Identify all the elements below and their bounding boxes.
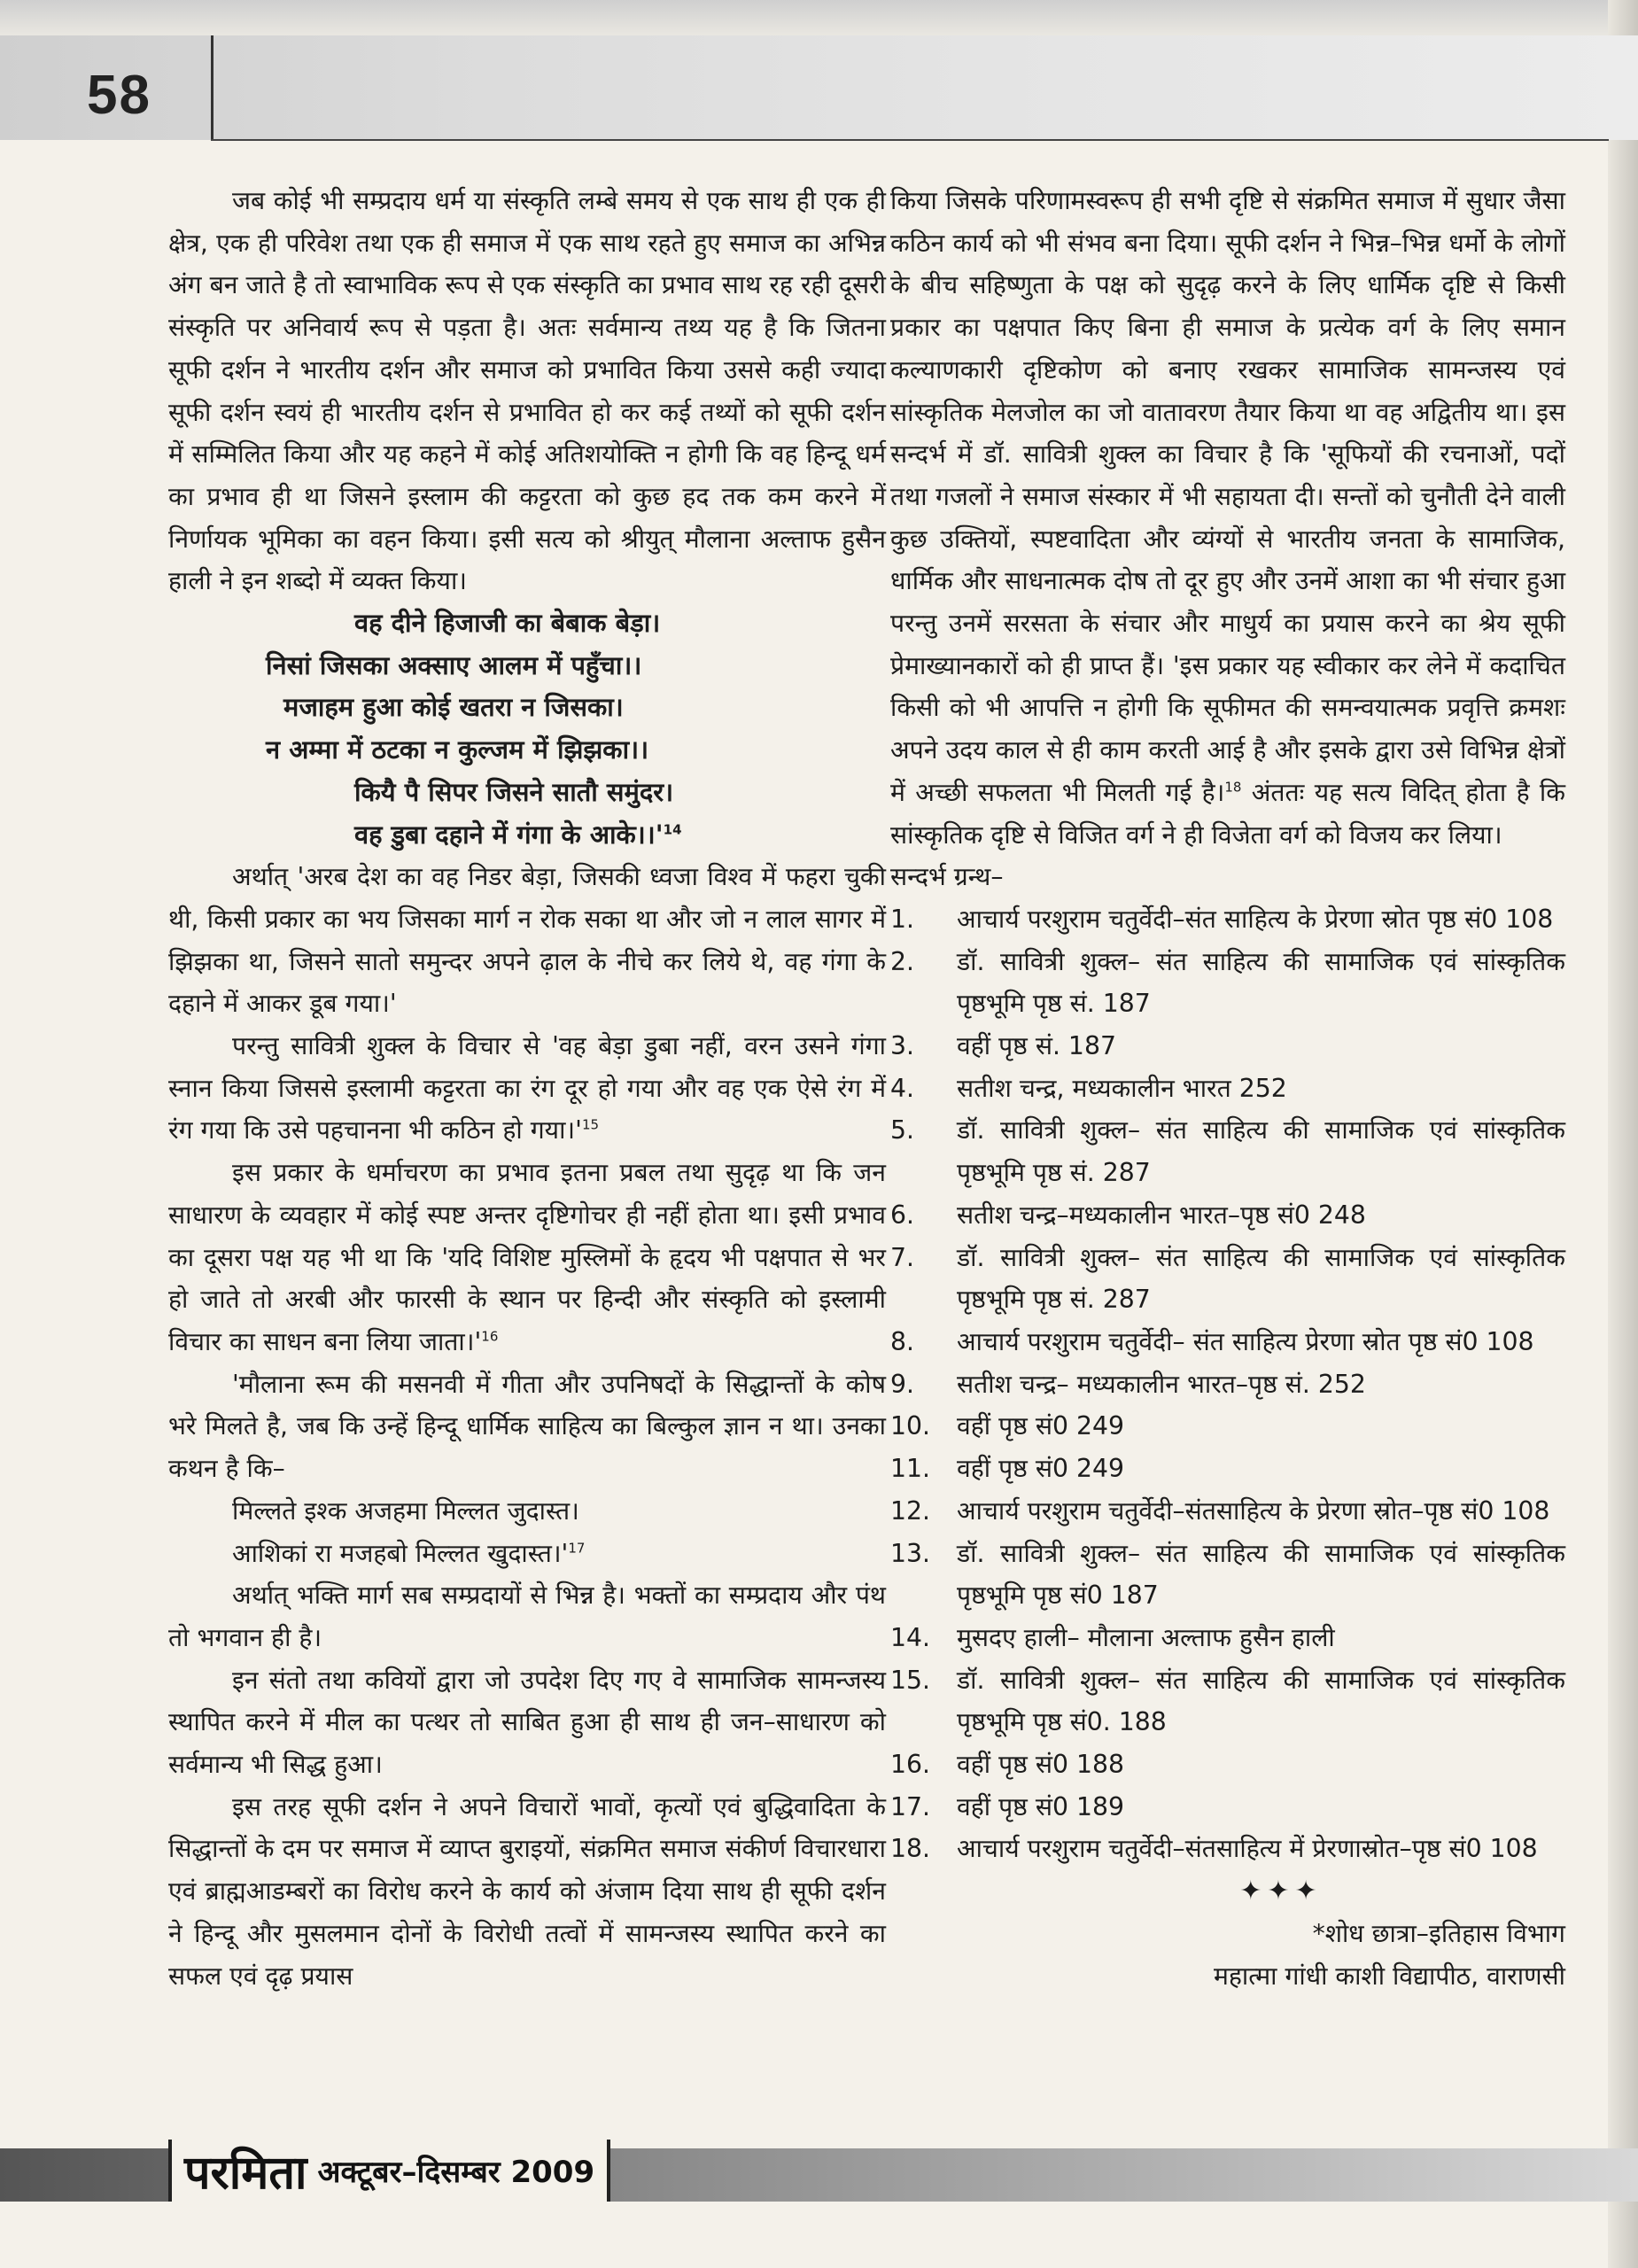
reference-item bbox=[890, 1405, 1565, 1448]
reference-text: डॉ. सावित्री शुक्ल– संत साहित्य की सामाजिक एवं सांस्कृतिक पृष्ठभूमि पृष्ठ सं0. 188 bbox=[957, 1665, 1565, 1737]
reference-text: सतीश चन्द्र– मध्यकालीन भारत–पृष्ठ सं. 252 bbox=[957, 1369, 1366, 1399]
reference-number: 4. bbox=[890, 1073, 914, 1103]
reference-text: वहीं पृष्ठ सं0 189 bbox=[957, 1791, 1124, 1821]
reference-text: सतीश चन्द्र–मध्यकालीन भारत–पृष्ठ सं0 248 bbox=[957, 1200, 1366, 1230]
author-institution: महात्मा गांधी काशी विद्यापीठ, वाराणसी bbox=[1213, 1961, 1565, 1991]
verse-line: वह दीने हिजाजी का बेबाक बेड़ा। bbox=[354, 608, 661, 639]
paragraph-text: किया जिसके परिणामस्वरूप ही सभी दृष्टि से संक्रमित समाज में सुधार जैसा कठिन कार्य को भी संभव बना दिया। सूफी दर्शन ने भिन्न–भिन्न धर्मो के लोगों के बीच सहिष्णुता के पक्ष को सुदृढ़ करने के लिए धार्मिक दृष्टि से किसी प्रकार का पक्षपात किए बिना ही समाज के प्रत्येक वर्ग के लिए समान कल्याणकारी दृष्टिकोण को बनाए रखकर सामाजिक सामन्जस्य एवं सांस्कृतिक मेलजोल का जो वातावरण तैयार किया था वह अद्वितीय था। इस सन्दर्भ में डॉ. सावित्री शुक्ल का विचार है कि 'सूफियों की रचनाओं, पदों तथा गजलों ने समाज संस्कार में भी सहायता दी। सन्तों को चुनौती देने वाली कुछ उक्तियों, स्पष्टवादिता और व्यंग्यों से भारतीय जनता के सामाजिक, धार्मिक और साधनात्मक दोष तो दूर हुए और उनमें आशा का भी संचार हुआ परन्तु उनमें सरसता के संचार और माधुर्य का प्रयास करने का श्रेय सूफी प्रेमाख्यानकारों को ही प्राप्त हैं। 'इस प्रकार यह स्वीकार कर लेने में कदाचित किसी को भी आपत्ति न होगी कि सूफीमत की समन्वयात्मक प्रवृत्ति क्रमशः अपने उदय काल से ही काम करती आई है और इसके द्वारा उसे विभिन्न क्षेत्रों में अच्छी सफलता भी मिलती गई है। bbox=[890, 186, 1565, 807]
verse-line: कियै पै सिपर जिसने साताै समुंदर। bbox=[354, 776, 674, 807]
verse-line-last bbox=[168, 814, 886, 857]
footnote-marker: 15 bbox=[581, 1117, 600, 1134]
reference-number: 2. bbox=[890, 946, 914, 976]
reference-item bbox=[890, 1109, 1565, 1193]
references-heading: सन्दर्भ ग्रन्थ– bbox=[890, 862, 1004, 892]
reference-item bbox=[890, 1448, 1565, 1490]
page-edge-top bbox=[0, 0, 1638, 35]
reference-text: वहीं पृष्ठ सं0 249 bbox=[957, 1454, 1124, 1484]
reference-item bbox=[890, 1068, 1565, 1110]
paragraph: इन संतो तथा कवियों द्वारा जो उपदेश दिए गए वे सामाजिक सामन्जस्य स्थापित करने में मील का पत्थर तो साबित हुआ ही साथ ही जन–साधारण को सर्वमान्य भी सिद्ध हुआ। bbox=[168, 1665, 886, 1780]
footer-masthead bbox=[168, 2140, 610, 2202]
paragraph: जब कोई भी सम्प्रदाय धर्म या संस्कृति लम्बे समय से एक साथ ही एक ही क्षेत्र, एक ही परिवेश तथा एक ही समाज में एक साथ रहते हुए समाज का अभिन्न अंग बन जाते है तो स्वाभाविक रूप से एक संस्कृति का प्रभाव साथ रह रही दूसरी संस्कृति पर अनिवार्य रूप से पड़ता है। अतः सर्वमान्य तथ्य यह है कि जितना सूफी दर्शन ने भारतीय दर्शन और समाज को प्रभावित किया उससे कही ज्यादा सूफी दर्शन स्वयं ही भारतीय दर्शन से प्रभावित हो कर कई तथ्यों को सूफी दर्शन में सम्मिलित किया और यह कहने में कोई अतिशयोक्ति न होगी कि वह हिन्दू धर्म का प्रभाव ही था जिसने इस्लाम की कट्टरता को कुछ हद तक कम करने में निर्णायक भूमिका का वहन किया। इसी सत्य को श्रीयुत् मौलाना अल्ताफ हुसैन हाली ने इन शब्दो में व्यक्त किया। bbox=[168, 186, 887, 596]
reference-number: 14. bbox=[890, 1622, 931, 1652]
reference-item bbox=[890, 1237, 1565, 1321]
paragraph-text: अंततः यह सत्य विदित् होता है कि सांस्कृतिक दृष्टि से विजित वर्ग ने ही विजेता वर्ग को विजय कर लिया। bbox=[890, 777, 1565, 850]
paragraph bbox=[890, 180, 1565, 856]
reference-number: 1. bbox=[890, 904, 914, 934]
reference-text: आचार्य परशुराम चतुर्वेदी–संत साहित्य के प्रेरणा स्रोत पृष्ठ सं0 108 bbox=[957, 904, 1554, 934]
reference-item bbox=[890, 1490, 1565, 1533]
reference-item bbox=[890, 1533, 1565, 1617]
paragraph-text: इस प्रकार के धर्माचरण का प्रभाव इतना प्रबल तथा सुदृढ़ था कि जन साधारण के व्यवहार में कोई स्पष्ट अन्तर दृष्टिगोचर ही नहीं होता था। इसी प्रभाव का दूसरा पक्ष यह भी था कि 'यदि विशिष्ट मुस्लिमों के हृदय भी पक्षपात से भर हो जाते तो अरबी और फारसी के स्थान पर हिन्दी और संस्कृति को इस्लामी विचार का साधन बना लिया जाता।' bbox=[168, 1158, 886, 1356]
couplet-text: आशिकां रा मजहबो मिल्लत खुदास्त।' bbox=[232, 1538, 569, 1568]
reference-text: वहीं पृष्ठ सं0 249 bbox=[957, 1411, 1124, 1441]
reference-number: 5. bbox=[890, 1115, 914, 1146]
reference-text: मुसदए हाली– मौलाना अल्ताफ हुसैन हाली bbox=[957, 1622, 1335, 1652]
footnote-marker: 17 bbox=[568, 1540, 586, 1557]
reference-item bbox=[890, 1321, 1565, 1363]
reference-item bbox=[890, 1786, 1565, 1829]
footnote-marker: 14 bbox=[663, 820, 682, 837]
paragraph bbox=[168, 1152, 886, 1363]
reference-number: 17. bbox=[890, 1791, 931, 1821]
paragraph: अर्थात् भक्ति मार्ग सब सम्प्रदायों से भिन्न है। भक्तों का सम्प्रदाय और पंथ तो भगवान ही है। bbox=[168, 1581, 886, 1652]
page-number: 58 bbox=[87, 65, 151, 126]
reference-number: 7. bbox=[890, 1242, 914, 1272]
reference-text: डॉ. सावित्री शुक्ल– संत साहित्य की सामाजिक एवं सांस्कृतिक पृष्ठभूमि पृष्ठ सं. 287 bbox=[957, 1242, 1565, 1315]
page-edge-right bbox=[1608, 0, 1638, 2268]
header-divider-vertical bbox=[211, 35, 213, 140]
footnote-marker: 18 bbox=[1224, 779, 1242, 796]
reference-item bbox=[890, 1828, 1565, 1870]
couplet-line: मिल्लते इश्क अजहमा मिल्लत जुदास्त। bbox=[232, 1495, 579, 1526]
reference-number: 16. bbox=[890, 1750, 931, 1780]
reference-text: आचार्य परशुराम चतुर्वेदी–संतसाहित्य में प्रेरणास्रोत–पृष्ठ सं0 108 bbox=[957, 1834, 1538, 1864]
reference-number: 8. bbox=[890, 1326, 914, 1356]
reference-number: 18. bbox=[890, 1834, 931, 1864]
reference-number: 6. bbox=[890, 1200, 914, 1230]
page-header-band bbox=[0, 35, 1638, 140]
reference-item bbox=[890, 1025, 1565, 1068]
reference-number: 10. bbox=[890, 1411, 931, 1441]
reference-text: वहीं पृष्ठ सं0 188 bbox=[957, 1750, 1124, 1780]
paragraph: इस तरह सूफी दर्शन ने अपने विचारों भावों, कृत्यों एवं बुद्धिवादिता के सिद्धान्तों के दम पर समाज में व्याप्त बुराइयों, संक्रमित समाज संकीर्ण विचारधारा एवं ब्राह्मआडम्बरों का विरोध करने के कार्य को अंजाम दिया साथ ही सूफी दर्शन ने हिन्दू और मुसलमान दोनों के विरोधी तत्वों में सामन्जस्य स्थापित करने का सफल एवं दृढ़ प्रयास bbox=[168, 1791, 886, 1991]
verse-line: निसां जिसका अक्साए आलम में पहुँचा।। bbox=[266, 649, 642, 680]
reference-number: 9. bbox=[890, 1369, 914, 1399]
issue-date: अक्टूबर–दिसम्बर 2009 bbox=[317, 2155, 595, 2190]
verse-text: वह डुबा दहाने में गंगा के आके।।' bbox=[354, 819, 664, 850]
header-divider-horizontal bbox=[211, 139, 1609, 141]
reference-number: 12. bbox=[890, 1495, 931, 1526]
reference-item bbox=[890, 941, 1565, 1025]
reference-text: आचार्य परशुराम चतुर्वेदी– संत साहित्य प्रेरणा स्रोत पृष्ठ सं0 108 bbox=[957, 1326, 1534, 1356]
paragraph: 'मौलाना रूम की मसनवी में गीता और उपनिषदों के सिद्धान्तों के कोष भरे मिलते है, जब कि उन्हें हिन्दू धार्मिक साहित्य का बिल्कुल ज्ञान न था। उनका कथन है कि– bbox=[168, 1369, 886, 1484]
verse-line: मजाहम हुआ कोई खतरा न जिसका। bbox=[283, 692, 624, 723]
references-list bbox=[890, 898, 1565, 1870]
reference-text: डॉ. सावित्री शुक्ल– संत साहित्य की सामाजिक एवं सांस्कृतिक पृष्ठभूमि पृष्ठ सं0 187 bbox=[957, 1538, 1565, 1611]
magazine-name: परमिता bbox=[184, 2146, 307, 2200]
reference-item bbox=[890, 1363, 1565, 1406]
paragraph-text: परन्तु सावित्री शुक्ल के विचार से 'वह बेड़ा डुबा नहीं, वरन उसने गंगा स्नान किया जिससे इस्लामी कट्टरता का रंग दूर हो गया और वह एक ऐसे रंग में रंग गया कि उसे पहचानना भी कठिन हो गया।' bbox=[168, 1031, 886, 1146]
couplet-line bbox=[168, 1533, 886, 1575]
reference-text: डॉ. सावित्री शुक्ल– संत साहित्य की सामाजिक एवं सांस्कृतिक पृष्ठभूमि पृष्ठ सं. 287 bbox=[957, 1115, 1565, 1188]
end-ornament: ✦✦✦ bbox=[1239, 1876, 1323, 1907]
author-affiliation: *शोध छात्रा–इतिहास विभाग bbox=[1312, 1918, 1565, 1948]
reference-text: आचार्य परशुराम चतुर्वेदी–संतसाहित्य के प्रेरणा स्रोत–पृष्ठ सं0 108 bbox=[957, 1495, 1550, 1526]
reference-number: 13. bbox=[890, 1538, 931, 1568]
reference-text: सतीश चन्द्र, मध्यकालीन भारत 252 bbox=[957, 1073, 1287, 1103]
reference-text: डॉ. सावित्री शुक्ल– संत साहित्य की सामाजिक एवं सांस्कृतिक पृष्ठभूमि पृष्ठ सं. 187 bbox=[957, 946, 1565, 1019]
footnote-marker: 16 bbox=[481, 1328, 499, 1345]
reference-item bbox=[890, 898, 1565, 941]
reference-text: वहीं पृष्ठ सं. 187 bbox=[957, 1031, 1116, 1061]
reference-item bbox=[890, 1617, 1565, 1659]
left-column bbox=[168, 180, 886, 1997]
right-column bbox=[890, 180, 1565, 1997]
reference-item bbox=[890, 1744, 1565, 1786]
reference-number: 11. bbox=[890, 1454, 931, 1484]
reference-number: 15. bbox=[890, 1665, 931, 1695]
verse-line: न अम्मा में ठटका न कुल्जम में झिझका।। bbox=[266, 734, 649, 765]
paragraph bbox=[168, 1025, 886, 1152]
paragraph: अर्थात् 'अरब देश का वह निडर बेड़ा, जिसकी ध्वजा विश्व में फहरा चुकी थी, किसी प्रकार का भय जिसका मार्ग न रोक सका था और जो न लाल सागर में झिझका था, जिसने सातो समुन्दर अपने ढ़ाल के नीचे कर लिये थे, वह गंगा के दहाने में आकर डूब गया।' bbox=[168, 862, 886, 1019]
reference-number: 3. bbox=[890, 1031, 914, 1061]
reference-item bbox=[890, 1194, 1565, 1237]
reference-item bbox=[890, 1659, 1565, 1744]
